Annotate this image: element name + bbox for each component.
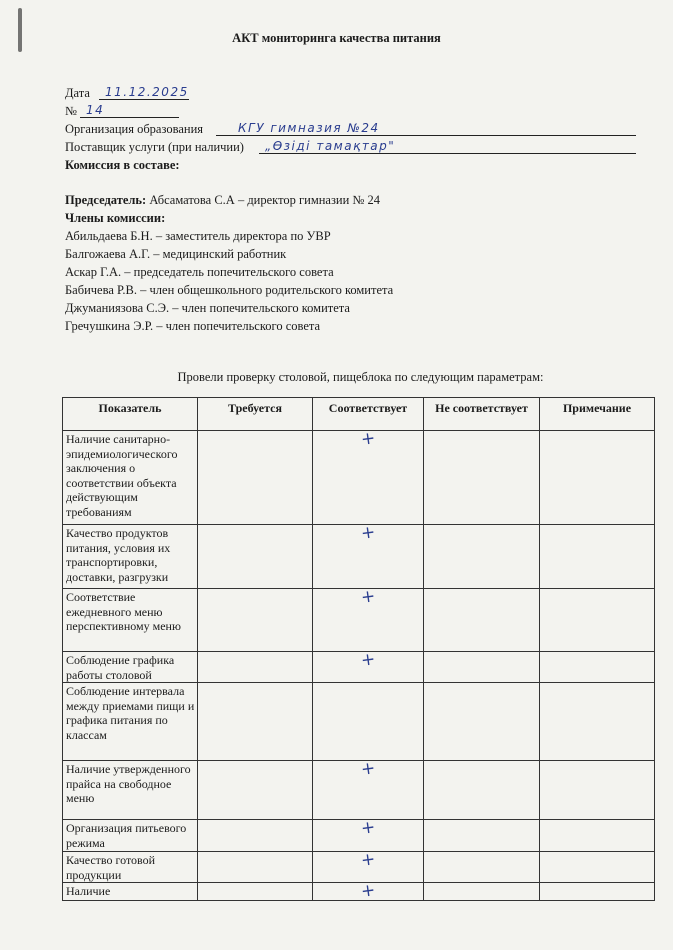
note-cell[interactable] — [540, 852, 655, 883]
member-item: Джуманиязова С.Э. – член попечительского комитета — [65, 301, 350, 315]
org-label: Организация образования — [65, 122, 204, 136]
chair-name: Абсаматова С.А – директор гимназии № 24 — [149, 193, 380, 207]
note-cell[interactable] — [540, 652, 655, 683]
note-cell[interactable] — [540, 883, 655, 901]
complies-cell[interactable] — [313, 817, 424, 852]
not-complies-cell[interactable] — [424, 883, 540, 901]
indicator-cell: Наличие санитарно-эпидемиологического заключения о соответствии объекта действующим требованиям — [63, 431, 198, 525]
note-cell[interactable] — [540, 525, 655, 589]
required-cell[interactable] — [198, 525, 313, 589]
table-header-row — [63, 398, 655, 431]
chair-label: Председатель: — [65, 193, 147, 207]
indicator-cell: Соответствие ежедневного меню перспективному меню — [63, 589, 198, 652]
member-item: Аскар Г.А. – председатель попечительского совета — [65, 265, 334, 279]
not-complies-cell[interactable] — [424, 525, 540, 589]
header-indicator: Показатель — [63, 398, 198, 431]
members-heading: Члены комиссии: — [65, 211, 166, 225]
plus-mark-icon: + — [360, 428, 377, 450]
not-complies-cell[interactable] — [424, 589, 540, 652]
required-cell[interactable] — [198, 852, 313, 883]
not-complies-cell[interactable] — [424, 683, 540, 761]
complies-cell[interactable] — [313, 880, 424, 902]
indicator-cell: Качество готовой продукции — [63, 852, 198, 883]
plus-mark-icon: + — [360, 649, 377, 671]
note-cell[interactable] — [540, 761, 655, 820]
header-required: Требуется — [198, 398, 313, 431]
not-complies-cell[interactable] — [424, 652, 540, 683]
header-not-complies: Не соответствует — [424, 398, 540, 431]
complies-cell[interactable] — [313, 758, 424, 820]
table-row — [63, 883, 655, 901]
required-cell[interactable] — [198, 683, 313, 761]
required-cell[interactable] — [198, 761, 313, 820]
date-label: Дата — [65, 86, 90, 100]
note-cell[interactable] — [540, 820, 655, 852]
plus-mark-icon: + — [360, 522, 377, 544]
indicator-cell: Качество продуктов питания, условия их транспортировки, доставки, разгрузки — [63, 525, 198, 589]
plus-mark-icon: + — [360, 586, 377, 608]
note-cell[interactable] — [540, 431, 655, 525]
required-cell[interactable] — [198, 652, 313, 683]
page-title: АКТ мониторинга качества питания — [232, 31, 441, 45]
table-row — [63, 761, 655, 820]
indicator-cell: Организация питьевого режима — [63, 820, 198, 852]
plus-mark-icon: + — [360, 817, 377, 839]
table-row — [63, 431, 655, 525]
complies-cell[interactable] — [313, 649, 424, 683]
inspection-table — [62, 397, 655, 901]
table-row — [63, 589, 655, 652]
number-field[interactable]: 14 — [80, 104, 179, 118]
required-cell[interactable] — [198, 431, 313, 525]
complies-cell[interactable] — [313, 849, 424, 883]
required-cell[interactable] — [198, 820, 313, 852]
not-complies-cell[interactable] — [424, 761, 540, 820]
complies-cell[interactable] — [313, 683, 424, 761]
plus-mark-icon: + — [360, 880, 377, 902]
table-row — [63, 525, 655, 589]
org-field[interactable]: КГУ гимназия №24 — [216, 122, 636, 136]
complies-cell[interactable] — [313, 428, 424, 525]
header-complies: Соответствует — [313, 398, 424, 431]
inspection-intro: Провели проверку столовой, пищеблока по следующим параметрам: — [177, 370, 544, 384]
member-item: Абильдаева Б.Н. – заместитель директора по УВР — [65, 229, 331, 243]
indicator-cell: Соблюдение интервала между приемами пищи и графика питания по классам — [63, 683, 198, 761]
member-item: Балгожаева А.Г. – медицинский работник — [65, 247, 287, 261]
note-cell[interactable] — [540, 683, 655, 761]
indicator-cell: Наличие утвержденного прайса на свободное меню — [63, 761, 198, 820]
member-item: Бабичева Р.В. – член общешкольного родительского комитета — [65, 283, 394, 297]
indicator-cell: Наличие — [63, 883, 198, 901]
table-row — [63, 652, 655, 683]
complies-cell[interactable] — [313, 522, 424, 589]
not-complies-cell[interactable] — [424, 820, 540, 852]
commission-heading: Комиссия в составе: — [65, 158, 180, 172]
plus-mark-icon: + — [360, 758, 377, 780]
header-note: Примечание — [540, 398, 655, 431]
supplier-field[interactable]: „Өзіді тамақтар" — [259, 140, 636, 154]
required-cell[interactable] — [198, 589, 313, 652]
table-row — [63, 820, 655, 852]
complies-cell[interactable] — [313, 586, 424, 652]
date-field[interactable]: 11.12.2025 — [99, 86, 189, 100]
table-row — [63, 852, 655, 883]
table-row — [63, 683, 655, 761]
indicator-cell: Соблюдение графика работы столовой — [63, 652, 198, 683]
supplier-label: Поставщик услуги (при наличии) — [65, 140, 244, 154]
chair-line — [65, 193, 380, 208]
note-cell[interactable] — [540, 589, 655, 652]
member-item: Гречушкина Э.Р. – член попечительского совета — [65, 319, 321, 333]
number-label: № — [65, 104, 77, 118]
plus-mark-icon: + — [360, 849, 377, 871]
not-complies-cell[interactable] — [424, 431, 540, 525]
required-cell[interactable] — [198, 883, 313, 901]
not-complies-cell[interactable] — [424, 852, 540, 883]
